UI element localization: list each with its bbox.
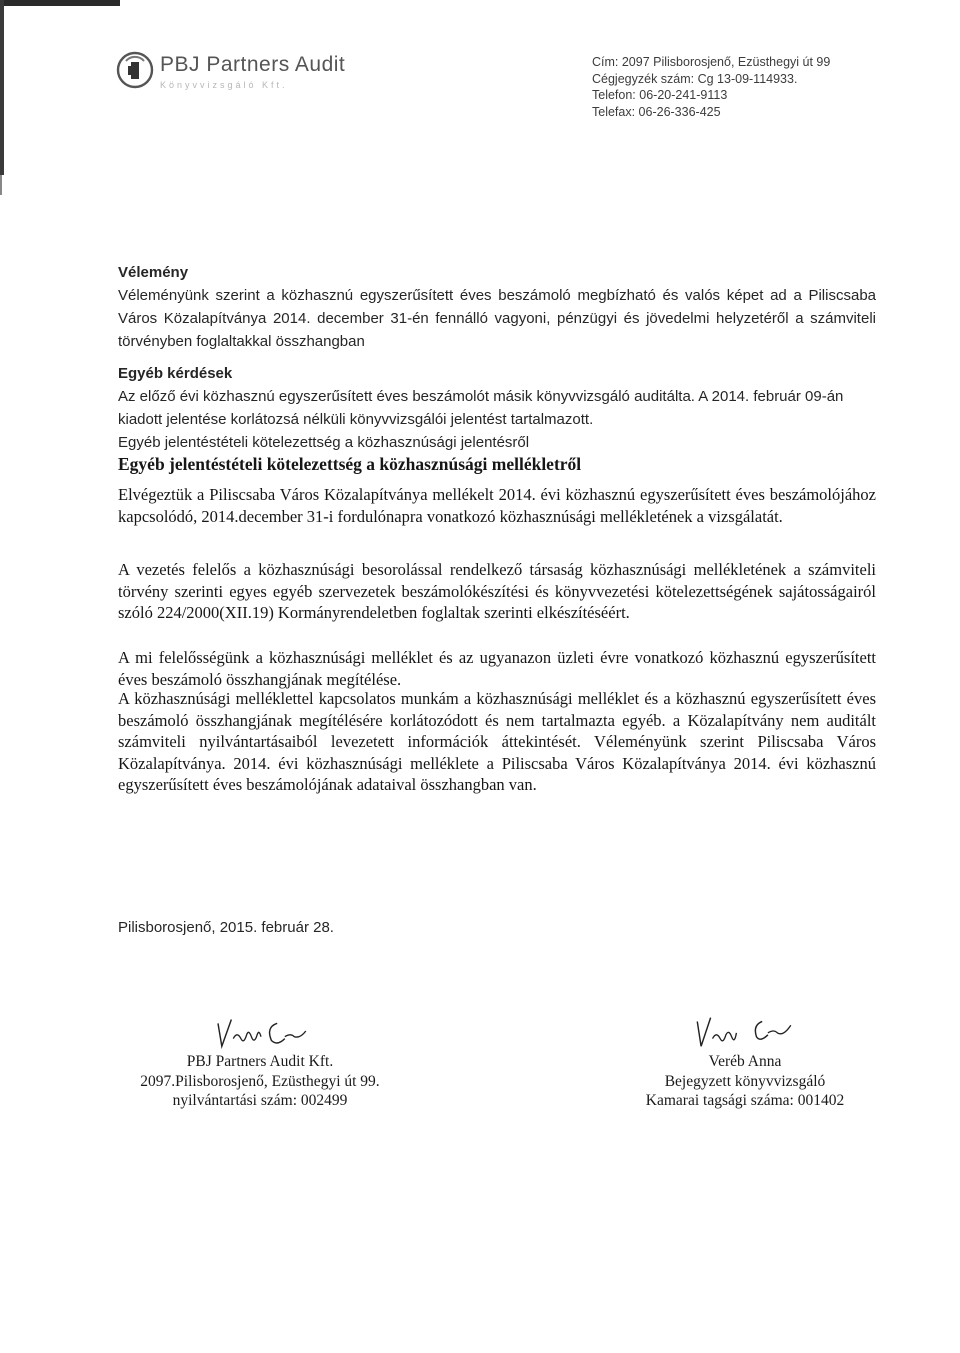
auditor-chamber-number: Kamarai tagsági száma: 001402 [645, 1092, 845, 1109]
company-name: PBJ Partners Audit Kft. [186, 1053, 334, 1070]
opinion-section [118, 261, 876, 353]
logo-tagline: Könyvvizsgáló Kft. [160, 80, 288, 90]
signature-block-company [110, 1010, 410, 1111]
other-matters-paragraph: Az előző évi közhasznú egyszerűsített éves beszámolót másik könyvvizsgáló auditálta. A 2014. február 09-án kiadott jelentése korlátozsá nélküli könyvvizsgálói jelentést tartalmazott. [118, 388, 844, 428]
annex-section-heading-wrap [118, 453, 876, 475]
opinion-paragraph: Véleményünk szerint a közhasznú egyszerűsített éves beszámoló megbízható és valós képet ad a Piliscsaba Város Közalapítványa 2014. december 31-én fennálló vagyoni, pénzügyi és jövedelmi helyzetéről a számviteli törvényben foglaltakkal összhangban [118, 287, 876, 350]
handwritten-signature-company [180, 1010, 340, 1052]
other-reporting-line: Egyéb jelentéstételi kötelezettség a közhasznúsági jelentésről [118, 434, 530, 451]
contact-fax: Telefax: 06-26-336-425 [592, 104, 721, 119]
company-logo [116, 49, 356, 99]
logo-company-name: PBJ Partners Audit [160, 53, 346, 76]
contact-phone: Telefon: 06-20-241-9113 [592, 88, 728, 102]
place-and-date: Pilisborosjenő, 2015. február 28. [118, 919, 334, 936]
contact-registry: Cégjegyzék szám: Cg 13-09-114933. [592, 71, 798, 86]
other-matters-section [118, 362, 876, 454]
opinion-heading: Vélemény [118, 264, 189, 281]
contact-block [592, 54, 830, 120]
management-responsibility-paragraph: A vezetés felelős a közhasznúsági besorolással rendelkező társaság közhasznúsági mellékletének a számviteli törvény szerinti egyes egyéb szervezetek beszámolókészítési és könyvvezetési kötelezettségének sajátosságairól szóló 224/2000(XII.19) Kormányrendeletben foglaltak szerinti elkészítéséért. [118, 560, 876, 622]
company-address: 2097.Pilisborosjenő, Ezüsthegyi út 99. [140, 1072, 380, 1090]
scope-paragraph: Elvégeztük a Piliscsaba Város Közalapítványa mellékelt 2014. évi közhasznú egyszerűsített éves beszámolójához kapcsolódó, 2014.december 31-i fordulónapra vonatkozó közhasznúsági mellékletének a vizsgálatát. [118, 485, 876, 526]
handwritten-signature-auditor [665, 1010, 825, 1052]
annex-section-heading: Egyéb jelentéstételi kötelezettség a közhasznúsági mellékletről [118, 454, 582, 474]
scan-edge-left-mark [0, 175, 2, 195]
contact-address: Cím: 2097 Pilisborosjenő, Ezüsthegyi út 99 [592, 55, 831, 69]
auditor-title: Bejegyzett könyvvizsgáló [664, 1072, 826, 1090]
logo-emblem-icon [116, 51, 154, 89]
company-registration-number: nyilvántartási szám: 002499 [172, 1092, 348, 1109]
auditor-name: Veréb Anna [708, 1053, 782, 1070]
scan-edge-top [0, 0, 120, 6]
conclusion-paragraph: A közhasznúsági melléklettel kapcsolatos munkám a közhasznúsági melléklet és a közhasznú egyszerűsített éves beszámoló összhangjának megítélésére korlátozódott és nem tartalmazta egyéb. a Közalapítvány nem auditált számviteli nyilvántartásaiból levezetett információk áttekintését. Véleményünk szerint Piliscsaba Város Közalapítványa. 2014. évi közhasznúsági melléklete a Piliscsaba Város Közalapítványa 2014. évi közhasznú egyszerűsített éves beszámolójának adataival összhangban van. [118, 689, 876, 794]
signature-block-auditor [600, 1010, 890, 1111]
other-matters-heading: Egyéb kérdések [118, 365, 233, 382]
scan-edge-left [0, 0, 4, 175]
auditor-responsibility-paragraph: A mi felelősségünk a közhasznúsági melléklet és az ugyanazon üzleti évre vonatkozó közhasznú egyszerűsített éves beszámoló összhangjának megítélése. [118, 648, 876, 689]
